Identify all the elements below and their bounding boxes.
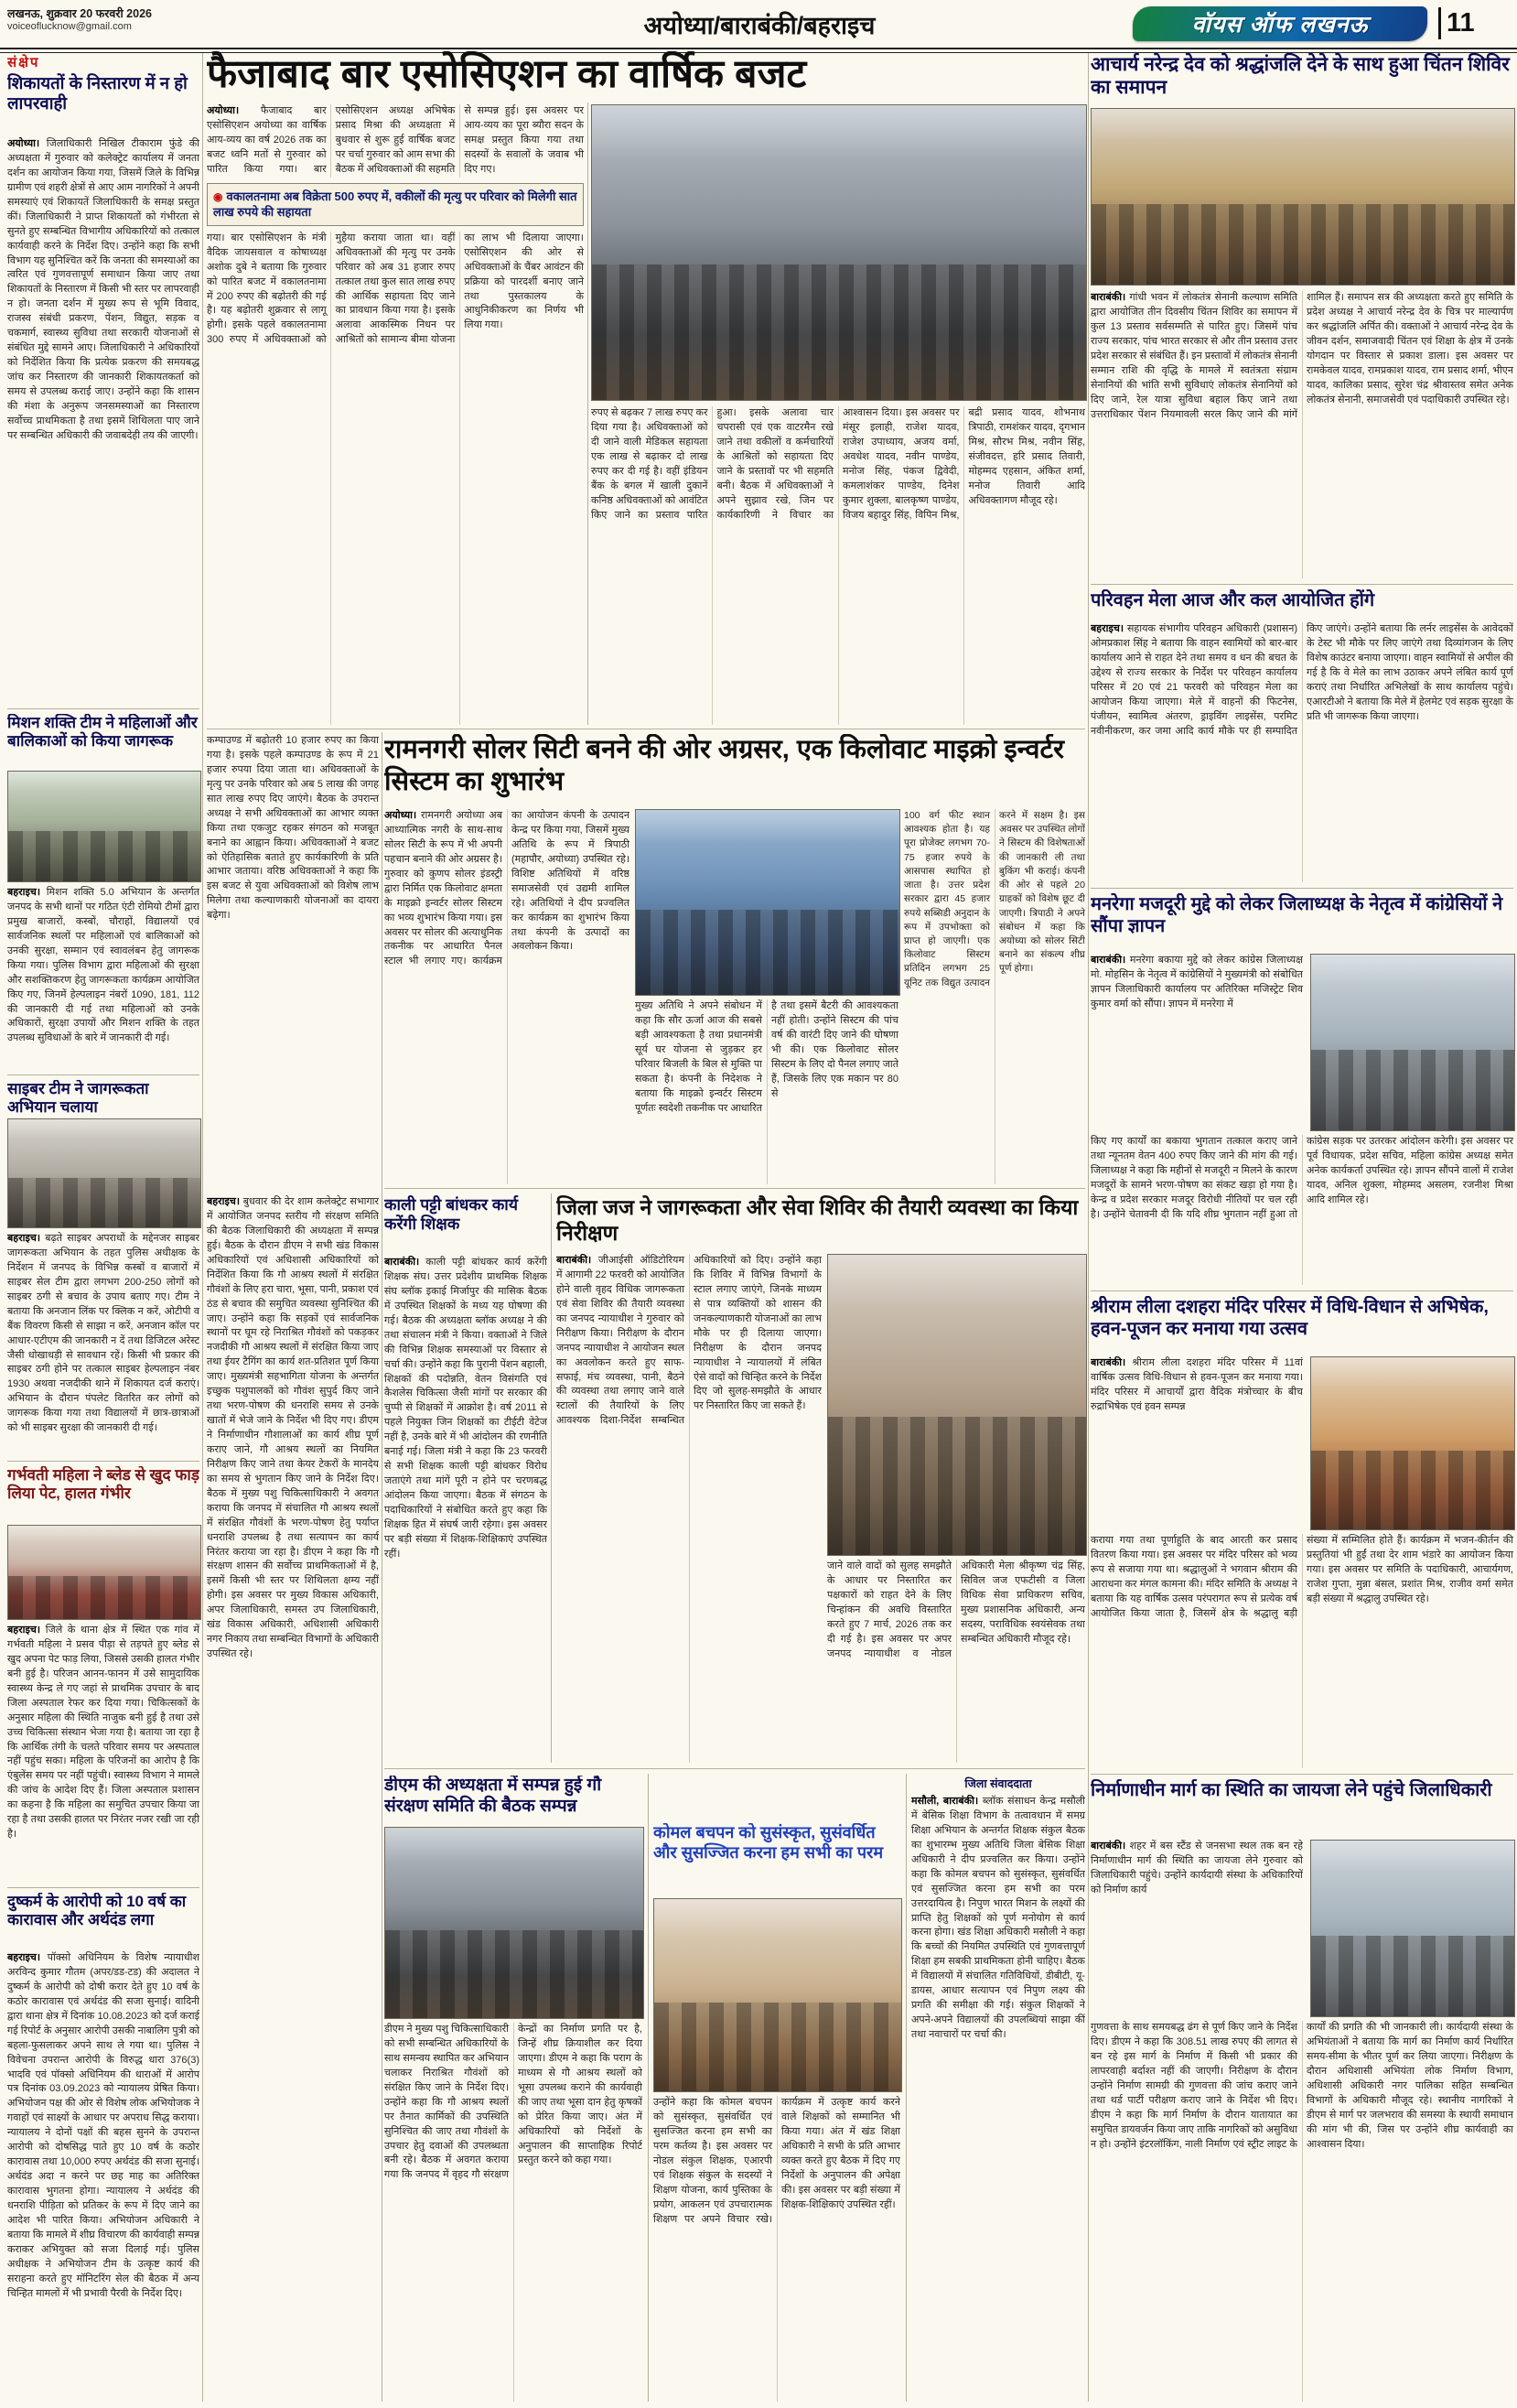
body-teachers: बाराबंकी। काली पट्टी बांधकर कार्य करेंगी शिक्षक संघ। उत्तर प्रदेशीय प्राथमिक शिक्षक संघ ब्लॉक इकाई मिर्जापुर की मासिक बैठक में उपस्थित शिक्षकों के मध्य यह घोषणा की गई। बैठक की अध्यक्षता ब्लॉक अध्यक्ष ने की तथा संचालन मंत्री ने किया। वक्ताओं ने जिले की विभिन्न शिक्षक समस्याओं पर विस्तार से चर्चा की। उन्होंने कहा कि पुरानी पेंशन बहाली, शिक्षकों की पदोन्नति, वेतन विसंगति एवं कैशलेस चिकित्सा जैसी मांगों पर सरकार की चुप्पी से शिक्षकों में आक्रोश है। वर्ष 2011 से पहले नियुक्त जिन शिक्षकों का टीईटी वेटेज नहीं है, उनके बारे में भी आंदोलन की रणनीति बनाई गई। जिला मंत्री ने कहा कि 23 फरवरी से सभी शिक्षक काली पट्टी बांधकर विरोध जताएंगे तथा मांगें पूरी न होने पर चरणबद्ध आंदोलन किया जाएगा। बैठक में संगठन के पदाधिकारियों ने संबोधित करते हुए कहा कि शिक्षक हित में संघर्ष जारी रहेगा। इस अवसर पर बड़ी संख्या में शिक्षक-शिक्षिकाएं उपस्थित रहीं। xyxy=(384,1257,547,1560)
divider xyxy=(551,1193,552,1763)
divider xyxy=(648,1774,649,2402)
body-komal-below-photo: उन्होंने कहा कि कोमल बचपन को सुसंस्कृत, सुसंवर्धित एवं सुसज्जित करना हम सभी का परम कर्तव्य है। इस अवसर पर नोडल संकुल शिक्षक, एआरपी एवं शिक्षक संकुल के सदस्यों ने शिक्षण योजना, कार्य पुस्तिका के प्रयोग, आकलन एवं उपचारात्मक शिक्षण पर अपने विचार रखे। कार्यक्रम में उत्कृष्ट कार्य करने वाले शिक्षकों को सम्मानित भी किया गया। अंत में खंड शिक्षा अधिकारी ने सभी के प्रति आभार व्यक्त करते हुए बैठक में दिए गए निर्देशों के अनुपालन की अपेक्षा की। इस अवसर पर बड़ी संख्या में शिक्षक-शिक्षिकाएं उपस्थित रहीं। xyxy=(653,2097,900,2225)
reporter-label: जिला संवाददाता xyxy=(964,1777,1032,1790)
body-road-full: गुणवत्ता के साथ समयबद्ध ढंग से पूर्ण किए जाने के निर्देश दिए। डीएम ने कहा कि 308.51 लाख रुपए की लागत से बन रहे इस मार्ग के निर्माण में किसी भी प्रकार की लापरवाही बर्दाश्त नहीं की जाएगी। निरीक्षण के दौरान उन्होंने निर्माण सामग्री की गुणवत्ता की जांच कराए जाने तथा थर्ड पार्टी परीक्षण कराए जाने के निर्देश भी दिए। डीएम ने कहा कि मार्ग निर्माण के दौरान यातायात का समुचित डायवर्जन किया जाए ताकि नागरिकों को असुविधा न हो। उन्होंने इंटरलॉकिंग, नाली निर्माण एवं स्ट्रीट लाइट के कार्यों की प्रगति की भी जानकारी ली। कार्यदायी संस्था के अभियंताओं ने बताया कि मार्ग का निर्माण कार्य निर्धारित समय-सीमा के भीतर पूर्ण कर लिया जाएगा। निरीक्षण के दौरान अधिशासी अभियंता लोक निर्माण विभाग, अधिशासी अधिकारी नगर पालिका सहित सम्बन्धित विभागों के अधिकारी मौजूद रहे। स्थानीय नागरिकों ने डीएम से मार्ग पर जलभराव की समस्या के स्थायी समाधान की मांग भी की, जिस पर उन्होंने शीघ्र कार्यवाही का आश्वासन दिया। xyxy=(1091,2022,1513,2150)
contact-email: voiceoflucknow@gmail.com xyxy=(7,21,132,32)
headline-bar-budget: फैजाबाद बार एसोसिएशन का वार्षिक बजट xyxy=(207,52,807,96)
body-dm-cow: डीएम ने मुख्य पशु चिकित्साधिकारी को सभी सम्बन्धित अधिकारियों के साथ समन्वय स्थापित कर अभियान चलाकर निराश्रित गौवंशों को संरक्षित किए जाने के निर्देश दिए। उन्होंने कहा कि गौ आश्रय स्थलों पर तैनात कार्मिकों की उपस्थिति सुनिश्चित की जाए तथा गौवंशों के उपचार हेतु दवाओं की उपलब्धता बनी रहे। बैठक में अवगत कराया गया कि जनपद में वृहद गौ संरक्षण केन्द्रों का निर्माण प्रगति पर है, जिन्हें शीघ्र क्रियाशील कर दिया जाएगा। डीएम ने कहा कि पराग के माध्यम से गौ आश्रय स्थलों को भूसा उपलब्ध कराने की कार्यवाही की जाए तथा भूसा दान हेतु कृषकों को प्रेरित किया जाए। अंत में अधिकारियों को निर्देशों के अनुपालन की साप्ताहिक रिपोर्ट प्रस्तुत करने को कहा गया। xyxy=(384,2024,642,2181)
divider xyxy=(1091,1290,1513,1291)
headline-komal: कोमल बचपन को सुसंस्कृत, सुसंवर्धित और सुसज्जित करना हम सभी का परम xyxy=(653,1823,884,1862)
body-solar-left: अयोध्या। रामनगरी अयोध्या अब आध्यात्मिक नगरी के साथ-साथ सोलर सिटी के रूप में भी अपनी पहचान बनाने की ओर अग्रसर है। गुरुवार को कुणप सोलर इंडस्ट्री द्वारा निर्मित एक किलोवाट क्षमता के माइक्रो इन्वर्टर सोलर सिस्टम का भव्य शुभारंभ किया गया। इस अवसर पर सोलर की अत्याधुनिक तकनीक पर आधारित पैनल स्टाल भी लगाए गए। कार्यक्रम का आयोजन कंपनी के उत्पादन केन्द्र पर किया गया, जिसमें मुख्य अतिथि के रूप में त्रिपाठी (महापौर, अयोध्या) उपस्थित रहे। विशिष्ट अतिथियों में वरिष्ठ समाजसेवी एवं उद्यमी शामिल रहे। अतिथियों ने दीप प्रज्वलित कर कार्यक्रम का शुभारंभ किया तथा कंपनी के उत्पादों का अवलोकन किया। xyxy=(384,810,629,967)
photo-komal-event xyxy=(653,1898,902,2092)
photo-judge-inspection xyxy=(827,1254,1087,1556)
divider xyxy=(384,1768,1085,1769)
dateline: बाराबंकी। xyxy=(1091,292,1126,303)
photo-congress-memorandum xyxy=(1310,954,1515,1131)
body-road-left: बाराबंकी। शहर में बस स्टैंड से जनसभा स्थल तक बन रहे निर्माणाधीन मार्ग की स्थिति का जायजा लेने गुरुवार को जिलाधिकारी पहुंचे। उन्होंने कार्यदायी संस्था के अधिकारियों को निर्माण कार्य xyxy=(1091,1841,1303,1895)
divider xyxy=(7,1887,199,1888)
body-bar-budget-below-photo: रुपए से बढ़कर 7 लाख रुपए कर दिया गया है। अधिवक्ताओं को दी जाने वाली मेडिकल सहायता एक लाख से बढ़ाकर दो लाख रुपए कर दी गई है। वहीं इंडियन बैंक के बगल में खाली दुकानें कनिष्ठ अधिवक्ताओं को आवंटित किए जाने का प्रस्ताव पारित हुआ। इसके अलावा चार चपरासी एवं एक वाटरमैन रखे जाने तथा वकीलों व कर्मचारियों के आश्रितों को सहायता दिए जाने के प्रस्तावों पर भी सहमति बनी। बैठक में अधिवक्ताओं ने अपने सुझाव रखे, जिन पर कार्यकारिणी ने विचार का आश्वासन दिया। इस अवसर पर मंसूर इलाही, राजेश यादव, राजेश उपाध्याय, अजय वर्मा, अवधेश यादव, नवीन पाण्डेय, मनोज सिंह, पंकज द्विवेदी, कमलाशंकर पाण्डेय, दिनेश कुमार शुक्ला, बालकृष्ण पाण्डेय, विजय बहादुर सिंह, विपिन मिश्र, बद्री प्रसाद यादव, शोभनाथ त्रिपाठी, रामशंकर यादव, दृगभान मिश्र, सौरभ मिश्र, नवीन सिंह, संजीवदत्त, हरि प्रसाद तिवारी, मोहम्मद एहसान, अंकित शर्मा, मनोज तिवारी आदि अधिवक्तागण मौजूद रहे। xyxy=(591,407,1085,521)
divider xyxy=(7,708,199,709)
page-number: 11 xyxy=(1438,7,1475,39)
dateline: बाराबंकी। xyxy=(384,1257,420,1268)
body-complaints: अयोध्या। जिलाधिकारी निखिल टीकाराम फुंडे की अध्यक्षता में गुरुवार को कलेक्ट्रेट कार्यालय में जनता दर्शन का आयोजन किया गया, जिसमें जिले के विभिन्न ग्रामीण एवं शहरी क्षेत्रों से आए आम नागरिकों ने अपनी समस्याएं एवं शिकायतें जिलाधिकारी के समक्ष प्रस्तुत कीं। जिलाधिकारी ने प्राप्त शिकायतों को गंभीरता से सुनते हुए सम्बन्धित विभागीय अधिकारियों को तत्काल कार्यवाही करने के निर्देश दिए। उन्होंने कहा कि सभी विभाग यह सुनिश्चित करें कि जनता की समस्याओं का त्वरित एवं गुणवत्तापूर्ण समाधान किया जाए तथा शिकायतों के निस्तारण में किसी भी स्तर पर लापरवाही न हो। जनता दर्शन में मुख्य रूप से भूमि विवाद, राजस्व संबंधी प्रकरण, पेंशन, विद्युत, सड़क व चकमार्ग, स्वास्थ्य सुविधा तथा सरकारी योजनाओं से संबंधित मुद्दे सामने आए। जिलाधिकारी ने अधिकारियों को निर्देशित किया कि प्रत्येक प्रकरण की समयबद्ध जांच कर निस्तारण की जानकारी शिकायतकर्ता को समय से उपलब्ध कराई जाए। उन्होंने कहा कि शासन की मंशा के अनुरूप जनसमस्याओं का निस्तारण सर्वोच्च प्राथमिकता है तथा इसमें शिथिलता पाए जाने पर सम्बन्धित अधिकारी की जवाबदेही तय की जाएगी। xyxy=(7,138,199,441)
photo-hospital-patient xyxy=(7,1525,201,1620)
dateline: बाराबंकी। xyxy=(1091,1841,1126,1852)
divider xyxy=(384,1188,1085,1189)
divider xyxy=(7,1074,199,1075)
headline-sentence: दुष्कर्म के आरोपी को 10 वर्ष का कारावास और अर्थदंड लगा xyxy=(7,1893,187,1929)
headline-manrega: मनरेगा मजदूरी मुद्दे को लेकर जिलाध्यक्ष के नेतृत्व में कांग्रेसियों ने सौंपा ज्ञापन xyxy=(1091,894,1503,936)
dateline: बहराइच। xyxy=(1091,623,1124,634)
body-mission-shakti: बहराइच। मिशन शक्ति 5.0 अभियान के अन्तर्गत जनपद के सभी थानों पर गठित एंटी रोमियो टीमों द्वारा प्रमुख बाजारों, कस्बों, चौराहों, विद्यालयों एवं सार्वजनिक स्थलों पर महिलाओं एवं बालिकाओं को उनकी सुरक्षा, सम्मान एवं स्वावलंबन हेतु जागरूक किया गया। पुलिस विभाग द्वारा महिलाओं की सुरक्षा और सशक्तिकरण हेतु जागरूकता कार्यक्रम आयोजित किए गए, जिनमें हेल्पलाइन नंबरों 1090, 181, 112 की जानकारी दी गई तथा महिलाओं को उनके अधिकारों, सुरक्षा उपायों और मिशन शक्ति के तहत उपलब्ध सुविधाओं के बारे में जानकारी दी गई। xyxy=(7,887,199,1044)
body-solar-right: 100 वर्ग फीट स्थान आवश्यक होता है। यह पूरा प्रोजेक्ट लगभग 70-75 हजार रुपये के आसपास स्थापित हो जाता है। उत्तर प्रदेश सरकार द्वारा 45 हजार रुपये सब्सिडी अनुदान के रूप में उपभोक्ता को प्राप्त हो जाएगी। एक किलोवाट सिस्टम प्रतिदिन लगभग 25 यूनिट तक विद्युत उत्पादन करने में सक्षम है। इस अवसर पर उपस्थित लोगों ने सिस्टम की विशेषताओं की जानकारी ली तथा बुकिंग भी कराई। कंपनी की ओर से पहले 20 ग्राहकों को विशेष छूट दी जाएगी। त्रिपाठी ने अपने संबोधन में कहा कि अयोध्या को सोलर सिटी बनाने का संकल्प शीघ्र पूर्ण होगा। xyxy=(904,810,1085,988)
dateline: बहराइच। xyxy=(7,1952,41,1963)
headline-mission-shakti: मिशन शक्ति टीम ने महिलाओं और बालिकाओं को किया जागरूक xyxy=(7,714,198,750)
dateline: बहराइच। xyxy=(207,1196,241,1207)
dateline: अयोध्या। xyxy=(384,810,417,821)
note-bullet-icon: ◉ xyxy=(213,189,223,203)
dateline: मसौली, बाराबंकी। xyxy=(911,1796,979,1807)
body-bar-budget-left: अयोध्या। फैजाबाद बार एसोसिएशन अयोध्या का वार्षिक आय-व्यय का वर्ष 2026 तक का बजट ध्वनि मतों से गुरुवार को पारित किया गया। बार एसोसिएशन अध्यक्ष अभिषेक प्रसाद मिश्रा की अध्यक्षता में बुधवार से शुरू हुई वार्षिक बजट पर चर्चा गुरुवार को आम सभा की बैठक में अधिवक्ताओं की सहमति से सम्पन्न हुई। इस अवसर पर आय-व्यय का पूरा ब्यौरा सदन के समक्ष प्रस्तुत किया गया तथा सदस्यों के सवालों के जवाब भी दिए गए। ◉ वकालतनामा अब विक्रेता 500 रुपए में, वकीलों की मृत्यु पर परिवार को मिलेगी सात लाख रुपये की सहायता गया। बार एसोसिएशन के मंत्री वैदिक जायसवाल व कोषाध्यक्ष अशोक दुबे ने बताया कि गुरुवार को पारित बजट में वकालतनामा में 200 रुपए की बढ़ोतरी की गई है। यह बढ़ोतरी शुक्रवार से लागू होगी। इसके पहले वकालतनामा 300 रुपए में अधिवक्ताओं को मुहैया कराया जाता था। वहीं अधिवक्ताओं की मृत्यु पर उनके परिवार को अब 31 हजार रुपए तत्काल तथा कुल सात लाख रुपए की आर्थिक सहायता दिए जाने का प्रावधान किया गया है। इसके अलावा आकस्मिक निधन पर आश्रितों को सामान्य बीमा योजना का लाभ भी दिलाया जाएगा। एसोसिएशन की ओर से अधिवक्ताओं के चैंबर आवंटन की प्रक्रिया को पारदर्शी बनाए जाने तथा पुस्तकालय के आधुनिकीकरण का निर्णय भी लिया गया। xyxy=(207,105,584,346)
headline-cyber: साइबर टीम ने जागरूकता अभियान चलाया xyxy=(7,1080,149,1117)
body-manrega-left: बाराबंकी। मनरेगा बकाया मुद्दे को लेकर कांग्रेस जिलाध्यक्ष मो. मोहसिन के नेतृत्व में कांग्रेसियों ने मुख्यमंत्री को संबोधित ज्ञापन जिलाधिकारी कार्यालय पर अतिरिक्त मजिस्ट्रेट शिव कुमार वर्मा को सौंपा। ज्ञापन में मनरेगा में xyxy=(1091,955,1303,1010)
photo-cyber-awareness xyxy=(7,1118,201,1228)
headline-teachers: काली पट्टी बांधकर कार्य करेंगी शिक्षक xyxy=(384,1195,518,1233)
body-judge-left: बाराबंकी। जीआईसी ऑडिटोरियम में आगामी 22 फरवरी को आयोजित होने वाली वृहद विधिक जागरूकता एवं सेवा शिविर की तैयारी व्यवस्था का जनपद न्यायाधीश ने गुरुवार को निरीक्षण किया। निरीक्षण के दौरान जनपद न्यायाधीश ने आयोजन स्थल का अवलोकन करते हुए साफ-सफाई, मंच व्यवस्था, पानी, बैठने की व्यवस्था तथा लगाए जाने वाले स्टालों की तैयारियों के लिए आवश्यक दिशा-निर्देश सम्बन्धित अधिकारियों को दिए। उन्होंने कहा कि शिविर में विभिन्न विभागों के स्टाल लगाए जाएंगे, जिनके माध्यम से पात्र व्यक्तियों को शासन की जनकल्याणकारी योजनाओं का लाभ मौके पर ही दिलाया जाएगा। निरीक्षण के दौरान जनपद न्यायाधीश ने न्यायालयों में लंबित ऐसे वादों को चिन्हित करने के निर्देश दिए जो सुलह-समझौते के आधार पर निस्तारित किए जा सकते हैं। xyxy=(556,1255,822,1427)
body-transport: बहराइच। सहायक संभागीय परिवहन अधिकारी (प्रशासन) ओमप्रकाश सिंह ने बताया कि वाहन स्वामियों को बार-बार कार्यालय आने से राहत देने तथा समय व धन की बचत के उद्देश्य से राज्य सरकार के निर्देश पर परिवहन कार्यालय परिसर में 20 एवं 21 फरवरी को परिवहन मेला का आयोजन किया जाएगा। मेले में वाहनों की फिटनेस, पंजीयन, स्वामित्व अंतरण, ड्राइविंग लाइसेंस, परमिट नवीनीकरण, कर जमा आदि कार्य मौके पर ही सम्पादित किए जाएंगे। उन्होंने बताया कि लर्नर लाइसेंस के आवेदकों के टेस्ट भी मौके पर लिए जाएंगे तथा दिव्यांगजन के लिए विशेष काउंटर बनाया जाएगा। वाहन स्वामियों से अपील की गई है कि वे मेले का लाभ उठाकर अपने लंबित कार्य पूर्ण कराएं तथा निर्धारित अभिलेखों के साथ कार्यालय पहुंचे। एआरटीओ ने बताया कि मेले में हेलमेट एवं सड़क सुरक्षा के प्रति भी जागरूक किया जाएगा। xyxy=(1091,623,1513,737)
photo-bar-meeting xyxy=(591,104,1087,401)
dateline: बहराइच। xyxy=(7,1233,41,1244)
headline-road: निर्माणाधीन मार्ग का स्थिति का जायजा लेने पहुंचे जिलाधिकारी xyxy=(1091,1780,1492,1800)
dateline: बाराबंकी। xyxy=(1091,955,1126,966)
paper-name: वॉयस ऑफ लखनऊ xyxy=(1191,12,1369,38)
body-sentence: बहराइच। पॉक्सो अधिनियम के विशेष न्यायाधीश अरविन्द कुमार गौतम (अपर/डड-टड) की अदालत ने दुष्कर्म के आरोपी को दोषी करार देते हुए 10 वर्ष के कठोर कारावास एवं अर्थदंड की सजा सुनाई। वादिनी द्वारा थाना क्षेत्र में दिनांक 10.08.2023 को दर्ज कराई गई रिपोर्ट के अनुसार आरोपी उसकी नाबालिग पुत्री को बहला-फुसलाकर अपने साथ ले गया था। पुलिस ने विवेचना उपरान्त आरोपी के विरुद्ध धारा 376(3) भादवि एवं पॉक्सो अधिनियम की धाराओं में आरोप पत्र दिनांक 03.09.2023 को न्यायालय प्रेषित किया। अभियोजन पक्ष की ओर से विशेष लोक अभियोजक ने गवाहों एवं साक्ष्यों के आधार पर अपराध सिद्ध कराया। न्यायालय ने दोनों पक्षों की बहस सुनने के उपरान्त आरोपी को दोषसिद्ध पाते हुए 10 वर्ष के कठोर कारावास तथा 10,000 रुपए अर्थदंड की सजा सुनाई। अर्थदंड अदा न करने पर छह माह का अतिरिक्त कारावास भुगतना होगा। न्यायालय ने अर्थदंड की धनराशि पीड़िता को प्रतिकर के रूप में दिए जाने का आदेश भी पारित किया। अभियोजन अधिकारी ने बताया कि मामले में शीघ्र विचारण की कार्यवाही सम्पन्न कराकर अभियुक्त को सजा दिलाई गई। पुलिस अधीक्षक ने अभियोजन टीम के उत्कृष्ट कार्य की सराहना करते हुए मॉनिटरिंग सेल की बैठक में अन्य चिन्हित मामलों में भी प्रभावी पैरवी के निर्देश दिए। xyxy=(7,1952,199,2299)
paper-logo xyxy=(1133,6,1427,41)
region-title: अयोध्या/बाराबंकी/बहराइच xyxy=(643,12,876,39)
body-judge-below-photo: जाने वाले वादों को सुलह समझौते के आधार पर निस्तारित कर पक्षकारों को राहत देने के लिए चिन्हांकन की अवधि विस्तारित करते हुए 7 मार्च, 2026 तक कर दी गई है। इस अवसर पर अपर जनपद न्यायाधीश व नोडल अधिकारी मेला श्रीकृष्ण चंद्र सिंह, सिविल जज एफटीसी व जिला विधिक सेवा प्राधिकरण सचिव, मुख्य प्रशासनिक अधिकारी, अन्य सदस्य, पराविधिक स्वयंसेवक तथा सम्बन्धित अधिकारी मौजूद रहे। xyxy=(827,1560,1085,1659)
body-solar-middle: मुख्य अतिथि ने अपने संबोधन में कहा कि सौर ऊर्जा आज की सबसे बड़ी आवश्यकता है तथा प्रधानमंत्री सूर्य घर योजना से जुड़कर हर परिवार बिजली के बिल से मुक्ति पा सकता है। कंपनी के निदेशक ने बताया कि माइक्रो इन्वर्टर सिस्टम पूर्णतः स्वदेशी तकनीक पर आधारित है तथा इसमें बैटरी की आवश्यकता नहीं होती। उन्होंने सिस्टम की पांच वर्ष की वारंटी दिए जाने की घोषणा भी की। एक किलोवाट सोलर सिस्टम के लिए दो पैनल लगाए जाते हैं, जिसके लिए एक मकान पर 80 से xyxy=(635,1000,898,1114)
body-cyber: बहराइच। बढ़ते साइबर अपराधों के मद्देनजर साइबर जागरूकता अभियान के तहत पुलिस अधीक्षक के निर्देशन में जनपद के विभिन्न कस्बों व बाजारों में साइबर सेल टीम द्वारा लगभग 200-250 लोगों को साइबर ठगी से बचाव के उपाय बताए गए। टीम ने बताया कि अनजान लिंक पर क्लिक न करें, ओटीपी व बैंक विवरण किसी से साझा न करें, अनजान कॉल पर आधार-एटीएम की जानकारी न दें तथा डिजिटल अरेस्ट जैसी धोखाधड़ी से सावधान रहें। किसी भी प्रकार की साइबर ठगी होने पर तत्काल साइबर हेल्पलाइन नंबर 1930 अथवा नजदीकी थाने में शिकायत दर्ज कराएं। अभियान के दौरान पंपलेट वितरित कर लोगों को जागरूक किया गया तथा विद्यालयों में छात्र-छात्राओं को भी साइबर सुरक्षा की जानकारी दी गई। xyxy=(7,1233,199,1434)
body-dm-cow-strip: बहराइच। बुधवार की देर शाम कलेक्ट्रेट सभागार में आयोजित जनपद स्तरीय गौ संरक्षण समिति की बैठक जिलाधिकारी की अध्यक्षता में सम्पन्न हुई। बैठक के दौरान डीएम ने सभी खंड विकास अधिकारियों एवं अधिशासी अधिकारियों को निर्देशित किया कि गौ आश्रय स्थलों में संरक्षित गौवंशों के लिए हरा चारा, भूसा, पानी, प्रकाश एवं ठंड से बचाव की समुचित व्यवस्था सुनिश्चित की जाए। उन्होंने कहा कि सड़कों एवं सार्वजनिक स्थानों पर घूम रहे निराश्रित गौवंशों को पकड़कर नजदीकी गौ आश्रय स्थलों में संरक्षित किया जाए तथा ईयर टैगिंग का कार्य शत-प्रतिशत पूर्ण किया जाए। मुख्यमंत्री सहभागिता योजना के अन्तर्गत इच्छुक पशुपालकों को गौवंश सुपुर्द किए जाने तथा भरण-पोषण की धनराशि समय से उनके खातों में भेजे जाने के निर्देश भी दिए गए। डीएम ने निर्माणाधीन गौशालाओं का कार्य शीघ्र पूर्ण कराए जाने, गौ आश्रय स्थलों का नियमित निरीक्षण किए जाने तथा केयर टेकरों के मानदेय का समय से भुगतान किए जाने के निर्देश दिए। बैठक में मुख्य पशु चिकित्साधिकारी ने अवगत कराया कि जनपद में संचालित गौ आश्रय स्थलों में संरक्षित गौवंशों के भरण-पोषण हेतु पर्याप्त धनराशि उपलब्ध है तथा सत्यापन का कार्य निरंतर कराया जा रहा है। डीएम ने कहा कि गौ संरक्षण शासन की सर्वोच्च प्राथमिकताओं में है, इसमें किसी भी स्तर पर शिथिलता क्षम्य नहीं होगी। इस अवसर पर मुख्य विकास अधिकारी, अपर जिलाधिकारी, समस्त उप जिलाधिकारी, खंड विकास अधिकारी, अधिशासी अधिकारी नगर निकाय तथा सम्बन्धित विभागों के अधिकारी उपस्थित रहे। xyxy=(207,1196,379,1660)
body-manrega-full: किए गए कार्यों का बकाया भुगतान तत्काल कराए जाने तथा न्यूनतम वेतन 400 रुपए किए जाने की मांग की गई। जिलाध्यक्ष ने कहा कि महीनों से मजदूरी न मिलने के कारण मजदूरों के सामने भरण-पोषण का संकट खड़ा हो गया है। केन्द्र व प्रदेश सरकार मजदूर विरोधी नीतियों पर चल रही है। उन्होंने चेतावनी दी कि यदि शीघ्र भुगतान नहीं हुआ तो कांग्रेस सड़क पर उतरकर आंदोलन करेगी। इस अवसर पर पूर्व विधायक, प्रदेश सचिव, महिला कांग्रेस अध्यक्ष समेत अनेक कार्यकर्ता उपस्थित रहे। ज्ञापन सौंपने वालों में राजेश यादव, अनिल शुक्ला, मोहम्मद असलम, रजनीश मिश्रा आदि शामिल रहे। xyxy=(1091,1136,1513,1220)
photo-dm-cow-meeting xyxy=(384,1827,644,2019)
dateline: अयोध्या। xyxy=(7,138,40,149)
divider xyxy=(1091,584,1513,585)
divider xyxy=(1091,1774,1513,1775)
headline-ramleela: श्रीराम लीला दशहरा मंदिर परिसर में विधि-विधान से अभिषेक, हवन-पूजन कर मनाया गया उत्सव xyxy=(1091,1297,1489,1339)
divider xyxy=(1088,53,1089,2402)
photo-mission-shakti-awareness xyxy=(7,771,201,882)
dateline: बाराबंकी। xyxy=(1091,1357,1126,1368)
edition-dateline: लखनऊ, शुक्रवार 20 फरवरी 2026 xyxy=(7,7,152,20)
masthead-dateline xyxy=(7,5,218,32)
body-ramleela-full: कराया गया तथा पूर्णाहुति के बाद आरती कर प्रसाद वितरण किया गया। इस अवसर पर मंदिर परिसर को भव्य रूप से सजाया गया था। श्रद्धालुओं ने भगवान श्रीराम की आराधना कर मंगल कामना की। मंदिर समिति के अध्यक्ष ने बताया कि यह वार्षिक उत्सव परंपरागत रूप से प्रत्येक वर्ष आयोजित किया जाता है, जिसमें क्षेत्र के श्रद्धालु बड़ी संख्या में सम्मिलित होते हैं। कार्यक्रम में भजन-कीर्तन की प्रस्तुतियां भी हुईं तथा देर शाम भंडारे का आयोजन किया गया। इस अवसर पर समिति के पदाधिकारी, आचार्यगण, राजेश गुप्ता, मुन्ना बंसल, प्रशांत मिश्र, राजीव वर्मा समेत बड़ी संख्या में श्रद्धालु उपस्थित रहे। xyxy=(1091,1535,1513,1619)
dateline: अयोध्या। xyxy=(207,105,240,116)
divider xyxy=(906,1774,907,2402)
headline-acharya: आचार्य नरेन्द्र देव को श्रद्धांजलि देने के साथ हुआ चिंतन शिविर का समापन xyxy=(1091,54,1510,99)
photo-road-inspection xyxy=(1310,1840,1515,2017)
dateline: बहराइच। xyxy=(7,887,41,898)
dateline: बाराबंकी। xyxy=(556,1255,592,1266)
dateline: बहराइच। xyxy=(7,1625,41,1636)
briefs-label: संक्षेप xyxy=(7,55,40,70)
divider xyxy=(202,53,203,2402)
divider xyxy=(7,1461,199,1462)
budget-highlight-note: ◉ वकालतनामा अब विक्रेता 500 रुपए में, वकीलों की मृत्यु पर परिवार को मिलेगी सात लाख रुपये की सहायता xyxy=(207,183,584,226)
photo-temple-ritual xyxy=(1310,1356,1515,1530)
body-komal-strip: जिला संवाददाता मसौली, बाराबंकी। ब्लॉक संसाधन केन्द्र मसौली में बेसिक शिक्षा विभाग के तत्वावधान में समग्र शिक्षा अभियान के अन्तर्गत शिक्षक संकुल बैठक का शुभारम्भ मुख्य अतिथि जिला बेसिक शिक्षा अधिकारी ने दीप प्रज्वलित कर किया। उन्होंने कहा कि कोमल बचपन को सुसंस्कृत, सुसंवर्धित एवं सुसज्जित करना हम सभी का परम उत्तरदायित्व है। निपुण भारत मिशन के लक्ष्यों की प्राप्ति हेतु शिक्षकों को पूर्ण मनोयोग से कार्य करना होगा। खंड शिक्षा अधिकारी मसौली ने कहा कि बच्चों की नियमित उपस्थिति एवं गुणवत्तापूर्ण शिक्षा हम सबकी प्राथमिकता होनी चाहिए। बैठक में विद्यालयों में संचालित गतिविधियों, डीबीटी, यू-डायस, आधार सत्यापन एवं निपुण लक्ष्य की प्रगति की समीक्षा की गई। संकुल शिक्षकों ने अपने-अपने विद्यालयों की उपलब्धियां साझा कीं तथा नवाचारों पर चर्चा की। xyxy=(911,1777,1085,2040)
body-ramleela-left: बाराबंकी। श्रीराम लीला दशहरा मंदिर परिसर में 11वां वार्षिक उत्सव विधि-विधान से हवन-पूजन कर मनाया गया। मंदिर परिसर में आचार्यों द्वारा वैदिक मंत्रोच्चार के बीच रुद्राभिषेक एवं हवन सम्पन्न xyxy=(1091,1357,1303,1412)
body-pregnant-woman: बहराइच। जिले के थाना क्षेत्र में स्थित एक गांव में गर्भवती महिला ने प्रसव पीड़ा से तड़पते हुए ब्लेड से खुद अपना पेट फाड़ लिया, जिससे उसकी हालत गंभीर बनी हुई है। परिजन आनन-फानन में उसे सामुदायिक स्वास्थ्य केन्द्र ले गए जहां से प्राथमिक उपचार के बाद जिला अस्पताल रेफर कर दिया गया। चिकित्सकों के अनुसार महिला की स्थिति नाजुक बनी हुई है तथा उसे उच्च चिकित्सा संस्थान भेजा गया है। बताया जा रहा है कि आर्थिक तंगी के चलते परिवार समय पर अस्पताल नहीं पहुंच सका। महिला के परिजनों का आरोप है कि एंबुलेंस समय पर नहीं पहुंची। स्वास्थ्य विभाग ने मामले की जांच के आदेश दिए हैं। जिला अस्पताल प्रशासन का कहना है कि महिला का समुचित उपचार किया जा रहा है तथा उसकी हालत पर निरंतर नजर रखी जा रही है। xyxy=(7,1625,199,1841)
headline-solar: रामनगरी सोलर सिटी बनने की ओर अग्रसर, एक किलोवाट माइक्रो इन्वर्टर सिस्टम का शुभारंभ xyxy=(384,735,1064,796)
headline-complaints: शिकायतों के निस्तारण में न हो लापरवाही xyxy=(7,73,188,113)
headline-pregnant-woman: गर्भवती महिला ने ब्लेड से खुद फाड़ लिया पेट, हालत गंभीर xyxy=(7,1466,199,1503)
divider xyxy=(587,103,588,725)
headline-transport: परिवहन मेला आज और कल आयोजित होंगे xyxy=(1091,590,1375,610)
headline-judge: जिला जज ने जागरूकता और सेवा शिविर की तैयारी व्यवस्था का किया निरीक्षण xyxy=(556,1195,1079,1245)
photo-acharya-tribute xyxy=(1091,108,1515,286)
photo-solar-launch xyxy=(635,809,900,996)
divider xyxy=(1091,888,1513,889)
headline-dm-cow: डीएम की अध्यक्षता में सम्पन्न हुई गौ संरक्षण समिति की बैठक सम्पन्न xyxy=(384,1776,602,1816)
body-bar-budget-continued: कम्पाउण्ड में बढ़ोतरी 10 हजार रुपए का किया गया है। इसके पहले कम्पाउण्ड के रूप में 21 हजार रुपया दिया जाता था। अधिवक्ताओं के मृत्यु पर उनके परिवार को अब 5 लाख की जगह सात लाख रुपए दिए जाएंगे। बैठक के उपरान्त अध्यक्ष ने सभी अधिवक्ताओं का आभार व्यक्त किया तथा एकजुट रहकर संगठन को मजबूत बनाने का आह्वान किया। अधिवक्ताओं ने बजट को ऐतिहासिक बताते हुए कार्यकारिणी के प्रति आभार जताया। वरिष्ठ अधिवक्ताओं ने कहा कि इस बजट से युवा अधिवक्ताओं को विशेष लाभ मिलेगा तथा कल्याणकारी योजनाओं का दायरा बढ़ेगा। xyxy=(207,735,379,922)
body-acharya: बाराबंकी। गांधी भवन में लोकतंत्र सेनानी कल्याण समिति द्वारा आयोजित तीन दिवसीय चिंतन शिविर का समापन में कुल 13 प्रस्ताव सर्वसम्मति से पारित हुए। जिसमें पांच राज्य सरकार, पांच भारत सरकार से और तीन प्रस्ताव उत्तर प्रदेश सरकार से संबंधित हैं। इन प्रस्तावों में लोकतंत्र सेनानी सम्मान राशि की वृद्धि के मामले में स्वतंत्रता संग्राम सेनानियों की भांति सभी सुविधाएं लोकतंत्र सेनानियों को दिए जाने, रेल यात्रा सुविधा बहाल किए जाने तथा उत्तराधिकार पेंशन नियमावली सरल किए जाने की मांगें शामिल हैं। समापन सत्र की अध्यक्षता करते हुए समिति के प्रदेश अध्यक्ष ने आचार्य नरेन्द्र देव के चित्र पर माल्यार्पण कर श्रद्धांजलि अर्पित की। वक्ताओं ने आचार्य नरेन्द्र देव के जीवन दर्शन, समाजवादी चिंतन एवं शिक्षा के क्षेत्र में उनके योगदान पर विस्तार से प्रकाश डाला। इस अवसर पर रामकेवल यादव, रामप्रकाश यादव, राम प्रसाद शर्मा, भीएन यादव, कालिका प्रसाद, सुरेश चंद्र श्रीवास्तव समेत अनेक लोकतंत्र सेनानी, समाजसेवी एवं पदाधिकारी उपस्थित रहे। xyxy=(1091,292,1513,420)
